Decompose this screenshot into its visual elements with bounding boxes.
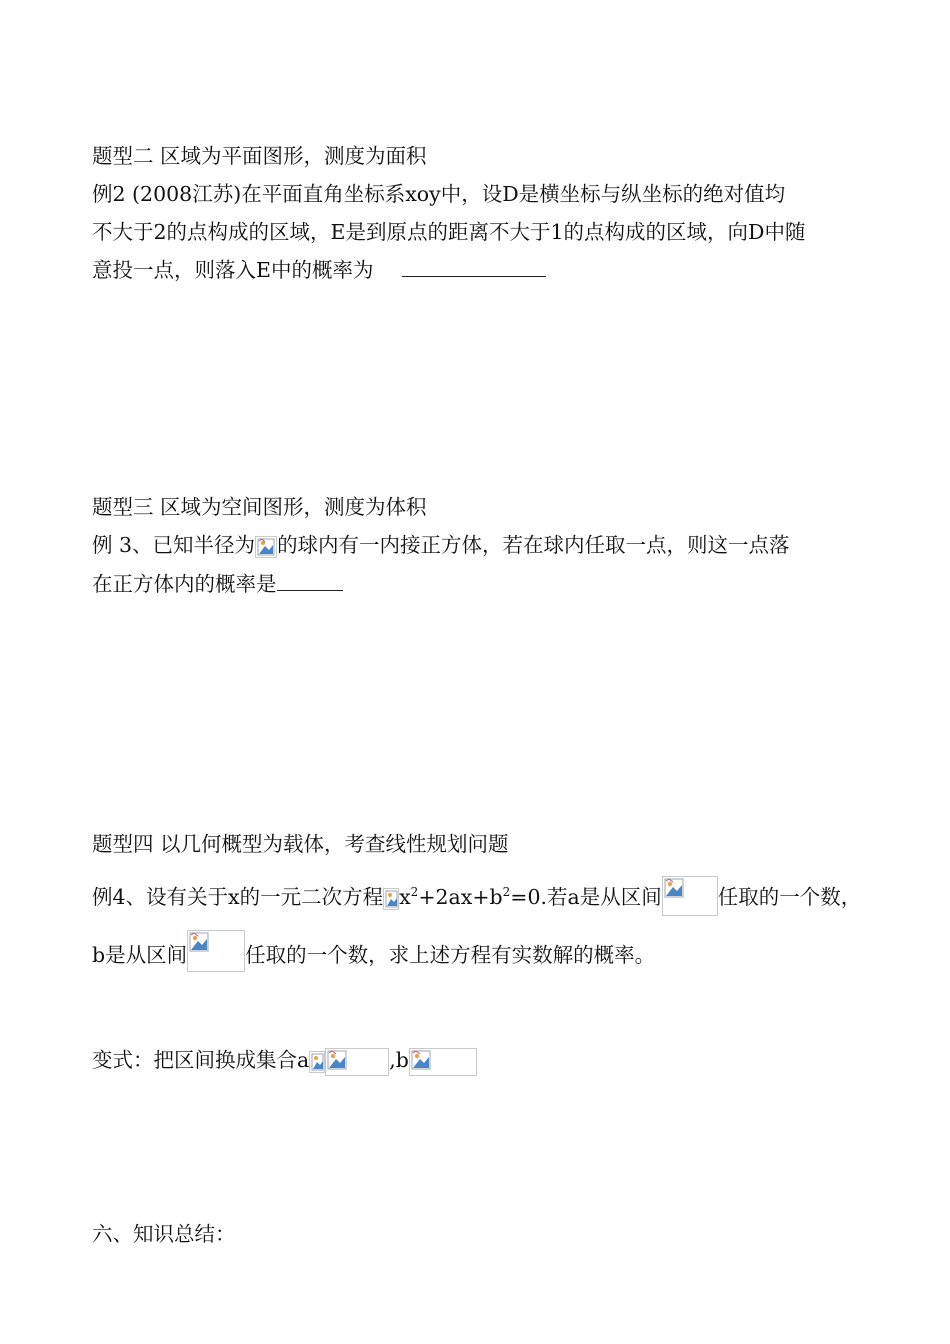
equation-exponent: 2 [502,885,511,900]
variant-separator: ,b [389,1048,409,1072]
example3-line1-text-a: 例 3、已知半径为 [92,533,256,557]
example4-line1-text-b: 任取的一个数， [717,885,862,909]
example2-line3-text: 意投一点，则落入E中的概率为 [92,258,374,282]
broken-image-icon [255,536,277,558]
broken-image-icon [662,876,718,916]
example4-line2 [92,930,655,972]
example4-line1-text-a: 例4、设有关于x的一元二次方程 [92,885,384,909]
broken-image-icon [325,1048,389,1076]
broken-image-icon [409,1048,477,1076]
answer-blank [402,256,546,277]
example3-line1 [92,531,790,559]
example2-line1: 例2 (2008江苏)在平面直角坐标系xoy中，设D是横坐标与纵坐标的绝对值均 [92,182,786,206]
broken-image-icon [187,930,245,972]
section2-heading: 题型二 区域为平面图形，测度为面积 [92,144,427,168]
section3-heading: 题型三 区域为空间图形，测度为体积 [92,495,427,519]
example3-line2 [92,570,343,598]
answer-blank [277,570,343,591]
example3-line2-text: 在正方体内的概率是 [92,572,277,596]
equation-end: =0.若a是从区间 [510,885,662,909]
equation-x: x [399,885,411,909]
equation-exponent: 2 [410,885,419,900]
example4-line2-text-a: b是从区间 [92,943,188,967]
example4-line1 [92,876,861,916]
section4-heading: 题型四 以几何概型为载体，考查线性规划问题 [92,832,509,856]
example4-line2-text-b: 任取的一个数，求上述方程有实数解的概率。 [245,943,656,967]
variant-label: 变式：把区间换成集合a [92,1048,310,1072]
summary-heading: 六、知识总结： [92,1222,236,1246]
example2-line2: 不大于2的点构成的区域，E是到原点的距离不大于1的点构成的区域，向D中随 [92,220,806,244]
example2-line3 [92,256,546,284]
equation-middle: +2ax+b [418,885,503,909]
broken-image-icon [309,1051,325,1073]
broken-image-icon [383,888,399,910]
variant-line [92,1046,477,1076]
example3-line1-text-b: 的球内有一内接正方体，若在球内任取一点，则这一点落 [277,533,790,557]
